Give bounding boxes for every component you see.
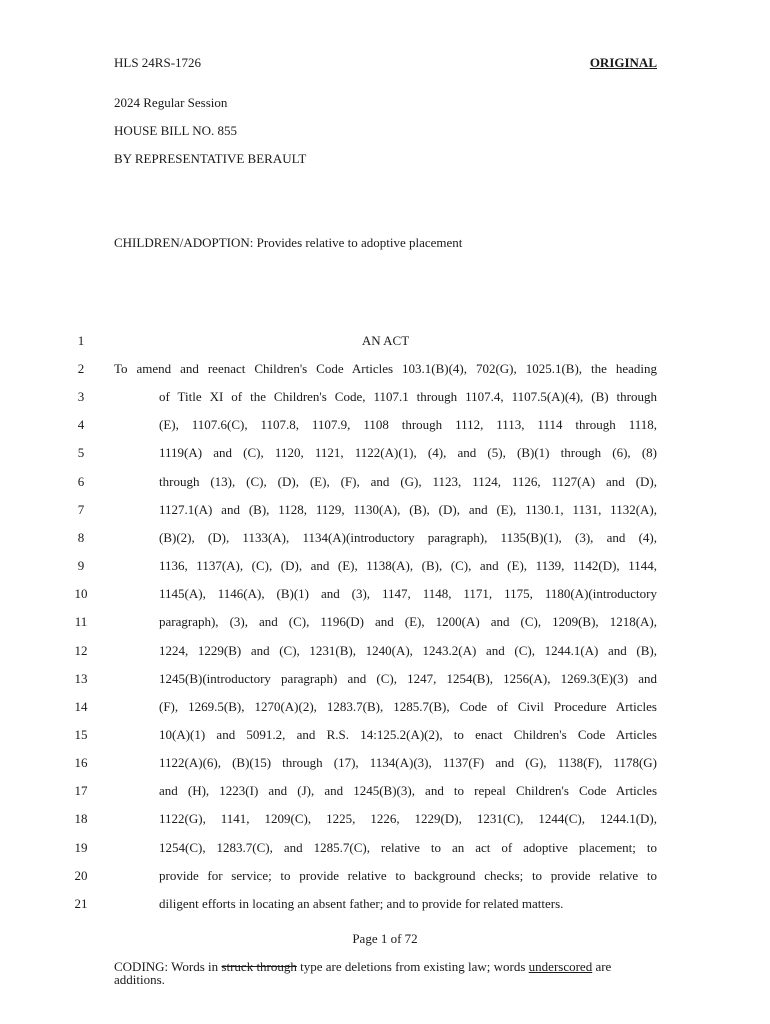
bill-text-line: 1224, 1229(B) and (C), 1231(B), 1240(A), 1243.2(A) and (C), 1244.1(A) and (B), <box>159 643 657 658</box>
bill-text-line: diligent efforts in locating an absent father; and to provide for related matters. <box>159 896 564 911</box>
line-number: 6 <box>77 474 85 489</box>
line-number: 14 <box>74 699 88 714</box>
line-number: 20 <box>74 868 88 883</box>
bill-text-line: through (13), (C), (D), (E), (F), and (G), 1123, 1124, 1126, 1127(A) and (D), <box>159 474 657 489</box>
line-number: 5 <box>77 445 85 460</box>
line-number: 9 <box>77 558 85 573</box>
bill-text-line: (E), 1107.6(C), 1107.8, 1107.9, 1108 through 1112, 1113, 1114 through 1118, <box>159 417 657 432</box>
bill-number: HOUSE BILL NO. 855 <box>114 123 238 138</box>
digest-title: CHILDREN/ADOPTION: Provides relative to adoptive placement <box>114 235 463 250</box>
line-number: 16 <box>74 755 88 770</box>
bill-text-line: and (H), 1223(I) and (J), and 1245(B)(3), and to repeal Children's Code Articles <box>159 783 657 798</box>
bill-text-line: (F), 1269.5(B), 1270(A)(2), 1283.7(B), 1285.7(B), Code of Civil Procedure Articles <box>159 699 657 714</box>
session: 2024 Regular Session <box>114 95 228 110</box>
line-number: 17 <box>74 783 88 798</box>
bill-text-line: 1245(B)(introductory paragraph) and (C), 1247, 1254(B), 1256(A), 1269.3(E)(3) and <box>159 671 657 686</box>
bill-text-line: 1122(G), 1141, 1209(C), 1225, 1226, 1229(D), 1231(C), 1244(C), 1244.1(D), <box>159 811 657 826</box>
line-number: 15 <box>74 727 88 742</box>
line-number: 7 <box>77 502 85 517</box>
bill-text-line: of Title XI of the Children's Code, 1107.1 through 1107.4, 1107.5(A)(4), (B) through <box>159 389 657 404</box>
act-heading: AN ACT <box>361 333 410 348</box>
bill-text-line: 10(A)(1) and 5091.2, and R.S. 14:125.2(A)(2), to enact Children's Code Articles <box>159 727 657 742</box>
line-number: 19 <box>74 840 88 855</box>
bill-text-line: (B)(2), (D), 1133(A), 1134(A)(introductory paragraph), 1135(B)(1), (3), and (4), <box>159 530 657 545</box>
version-label: ORIGINAL <box>589 55 657 70</box>
line-number: 3 <box>77 389 85 404</box>
coding-middle: type are deletions from existing law; words <box>296 959 529 974</box>
coding-prefix: CODING: Words in <box>114 959 222 974</box>
sponsor: BY REPRESENTATIVE BERAULT <box>114 151 307 166</box>
underscored-example: underscored <box>528 959 593 974</box>
line-number: 4 <box>77 417 85 432</box>
bill-text-line: 1254(C), 1283.7(C), and 1285.7(C), relative to an act of adoptive placement; to <box>159 840 657 855</box>
bill-text-line: 1145(A), 1146(A), (B)(1) and (3), 1147, 1148, 1171, 1175, 1180(A)(introductory <box>159 586 657 601</box>
bill-code: HLS 24RS-1726 <box>114 55 202 70</box>
line-number: 18 <box>74 811 88 826</box>
page-number: Page 1 of 72 <box>352 931 418 946</box>
line-number: 8 <box>77 530 85 545</box>
bill-text-line: 1136, 1137(A), (C), (D), and (E), 1138(A), (B), (C), and (E), 1139, 1142(D), 1144, <box>159 558 657 573</box>
line-number: 10 <box>74 586 88 601</box>
bill-text-line: 1119(A) and (C), 1120, 1121, 1122(A)(1), (4), and (5), (B)(1) through (6), (8) <box>159 445 657 460</box>
bill-text-line: provide for service; to provide relative to background checks; to provide relative to <box>159 868 657 883</box>
line-number: 11 <box>74 614 88 629</box>
coding-suffix: are additions. <box>114 959 612 987</box>
bill-text-line: 1127.1(A) and (B), 1128, 1129, 1130(A), (B), (D), and (E), 1130.1, 1131, 1132(A), <box>159 502 657 517</box>
line-number: 21 <box>74 896 88 911</box>
line-number: 1 <box>77 333 85 348</box>
coding-note <box>114 960 659 986</box>
bill-text-line: paragraph), (3), and (C), 1196(D) and (E), 1200(A) and (C), 1209(B), 1218(A), <box>159 614 657 629</box>
bill-text-line: 1122(A)(6), (B)(15) through (17), 1134(A)(3), 1137(F) and (G), 1138(F), 1178(G) <box>159 755 657 770</box>
bill-text-line: To amend and reenact Children's Code Articles 103.1(B)(4), 702(G), 1025.1(B), the heading <box>114 361 657 376</box>
line-number: 13 <box>74 671 88 686</box>
line-number: 2 <box>77 361 85 376</box>
struck-through-example: struck through <box>221 959 297 974</box>
line-number: 12 <box>74 643 88 658</box>
